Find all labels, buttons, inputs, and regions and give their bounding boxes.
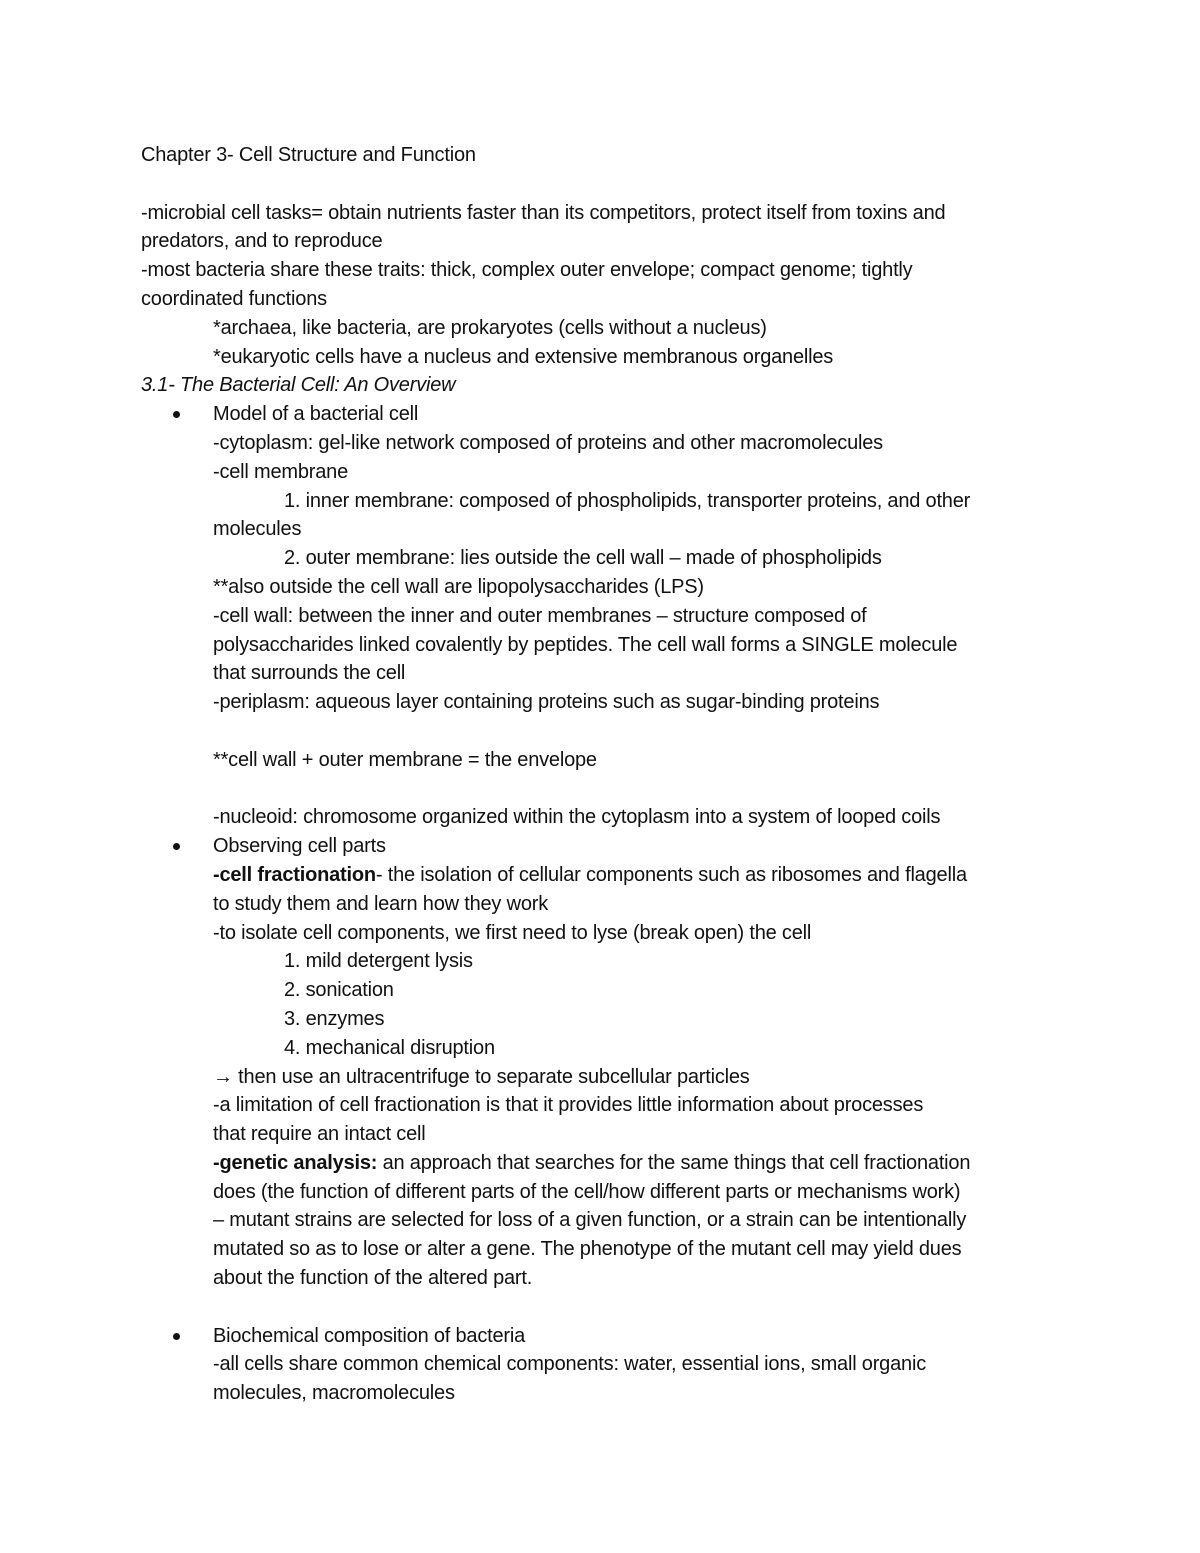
intro-note: *archaea, like bacteria, are prokaryotes (cells without a nucleus) xyxy=(213,316,767,339)
text-line: – mutant strains are selected for loss of a given function, or a strain can be intentionally xyxy=(213,1209,967,1232)
page-title: Chapter 3- Cell Structure and Function xyxy=(141,144,476,166)
term-definition: an approach that searches for the same things that cell fractionation xyxy=(377,1151,971,1174)
blank-line xyxy=(141,1293,1071,1322)
blank-line xyxy=(141,717,1071,746)
text-line xyxy=(141,1063,1071,1092)
text-line: about the function of the altered part. xyxy=(213,1267,533,1290)
arrow-text: then use an ultracentrifuge to separate subcellular particles xyxy=(232,1065,750,1088)
text-line: -to isolate cell components, we first need to lyse (break open) the cell xyxy=(213,921,812,944)
text-line: polysaccharides linked covalently by peptides. The cell wall forms a SINGLE molecule xyxy=(213,633,958,656)
text-line: -nucleoid: chromosome organized within the cytoplasm into a system of looped coils xyxy=(213,806,941,829)
text-line: -all cells share common chemical components: water, essential ions, small organic xyxy=(213,1353,926,1376)
text-line: -cytoplasm: gel-like network composed of proteins and other macromolecules xyxy=(213,431,883,454)
intro-line: -microbial cell tasks= obtain nutrients faster than its competitors, protect itself from toxins and xyxy=(141,201,946,224)
text-line: 2. outer membrane: lies outside the cell wall – made of phospholipids xyxy=(284,547,882,570)
document-body xyxy=(141,141,1071,1408)
intro-note: *eukaryotic cells have a nucleus and extensive membranous organelles xyxy=(213,345,834,368)
bullet-model: Model of a bacterial cell xyxy=(141,400,1071,429)
bold-term: -genetic analysis: xyxy=(213,1151,378,1174)
text-line: to study them and learn how they work xyxy=(213,892,549,915)
bullet-biochem: Biochemical composition of bacteria xyxy=(141,1322,1071,1351)
text-line: does (the function of different parts of the cell/how different parts or mechanisms work) xyxy=(213,1180,961,1203)
text-line: mutated so as to lose or alter a gene. The phenotype of the mutant cell may yield dues xyxy=(213,1238,962,1261)
bold-term: -cell fractionation xyxy=(213,863,376,886)
text-line: -cell membrane xyxy=(213,460,349,483)
method-item: 4. mechanical disruption xyxy=(284,1036,495,1059)
term-definition: - the isolation of cellular components such as ribosomes and flagella xyxy=(375,863,967,886)
method-item: 3. enzymes xyxy=(284,1007,385,1030)
arrow-icon: → xyxy=(213,1065,233,1088)
intro-line: coordinated functions xyxy=(141,287,327,310)
text-line: that require an intact cell xyxy=(213,1123,426,1146)
text-line: -periplasm: aqueous layer containing proteins such as sugar-binding proteins xyxy=(213,691,880,714)
text-line: -a limitation of cell fractionation is that it provides little information about processes xyxy=(213,1094,924,1117)
text-line: **cell wall + outer membrane = the envelope xyxy=(213,748,597,771)
text-line xyxy=(141,1149,1071,1178)
blank-line xyxy=(141,775,1071,804)
text-line: 1. inner membrane: composed of phospholipids, transporter proteins, and other xyxy=(284,489,971,512)
bullet-observing: Observing cell parts xyxy=(141,832,1071,861)
section-heading: 3.1- The Bacterial Cell: An Overview xyxy=(141,374,456,397)
text-line: -cell wall: between the inner and outer membranes – structure composed of xyxy=(213,604,867,627)
text-line: that surrounds the cell xyxy=(213,662,406,685)
text-line: **also outside the cell wall are lipopolysaccharides (LPS) xyxy=(213,575,704,598)
intro-line: predators, and to reproduce xyxy=(141,230,383,253)
text-line: molecules xyxy=(213,518,302,541)
text-line: molecules, macromolecules xyxy=(213,1382,455,1405)
method-item: 2. sonication xyxy=(284,979,394,1002)
intro-line: -most bacteria share these traits: thick, complex outer envelope; compact genome; tightly xyxy=(141,259,913,282)
method-item: 1. mild detergent lysis xyxy=(284,950,473,973)
text-line xyxy=(141,861,1071,890)
